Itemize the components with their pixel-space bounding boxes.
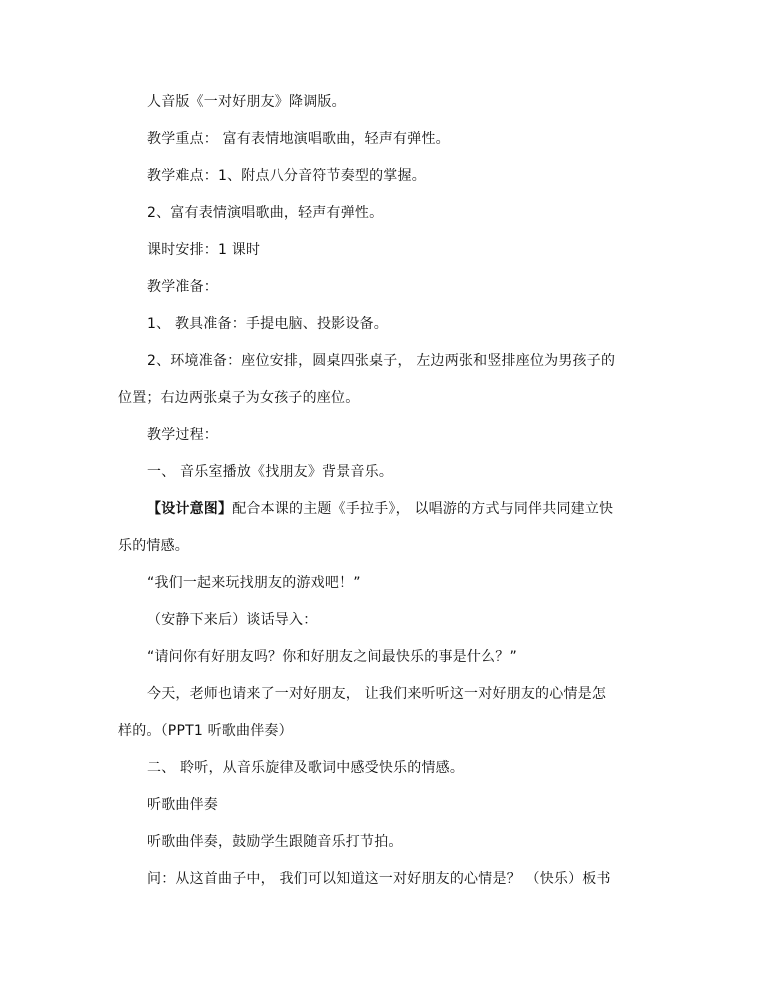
doc-line-7: 1、 教具准备：手提电脑、投影设备。 xyxy=(147,316,388,332)
doc-line-14: “我们一起来玩找朋友的游戏吧！” xyxy=(147,575,361,591)
doc-line-19: 二、 聆听，从音乐旋律及歌词中感受快乐的情感。 xyxy=(147,760,465,776)
doc-line-15: （安静下来后）谈话导入： xyxy=(147,612,318,628)
doc-line-3: 教学难点：1、附点八分音符节奏型的掌握。 xyxy=(147,168,426,184)
design-intent-text: 配合本课的主题《手拉手》， 以唱游的方式与同伴共同建立快 xyxy=(232,501,614,517)
doc-line-22: 问：从这首曲子中， 我们可以知道这一对好朋友的心情是？ （快乐）板书 xyxy=(147,871,611,887)
doc-line-12 xyxy=(147,499,613,519)
doc-line-4: 2、富有表情演唱歌曲，轻声有弹性。 xyxy=(147,205,384,221)
doc-line-13: 乐的情感。 xyxy=(118,538,189,554)
doc-line-1: 人音版《一对好朋友》降调版。 xyxy=(147,94,346,110)
doc-line-16: “请问你有好朋友吗？你和好朋友之间最快乐的事是什么？” xyxy=(147,649,517,665)
doc-line-9: 位置；右边两张桌子为女孩子的座位。 xyxy=(118,390,360,406)
doc-line-17: 今天，老师也请来了一对好朋友， 让我们来听听这一对好朋友的心情是怎 xyxy=(147,686,607,702)
design-intent-label: 【设计意图】 xyxy=(147,501,233,517)
doc-line-8: 2、环境准备：座位安排，圆桌四张桌子， 左边两张和竖排座位为男孩子的 xyxy=(147,353,616,369)
doc-line-6: 教学准备： xyxy=(147,279,218,295)
doc-line-11: 一、 音乐室播放《找朋友》背景音乐。 xyxy=(147,464,394,480)
doc-line-21: 听歌曲伴奏，鼓励学生跟随音乐打节拍。 xyxy=(147,834,403,850)
doc-line-5: 课时安排：1 课时 xyxy=(147,242,261,258)
doc-line-18: 样的。（PPT1 听歌曲伴奏） xyxy=(118,723,293,739)
doc-line-10: 教学过程： xyxy=(147,427,218,443)
doc-line-20: 听歌曲伴奏 xyxy=(147,797,218,813)
doc-line-2: 教学重点： 富有表情地演唱歌曲，轻声有弹性。 xyxy=(147,131,450,147)
